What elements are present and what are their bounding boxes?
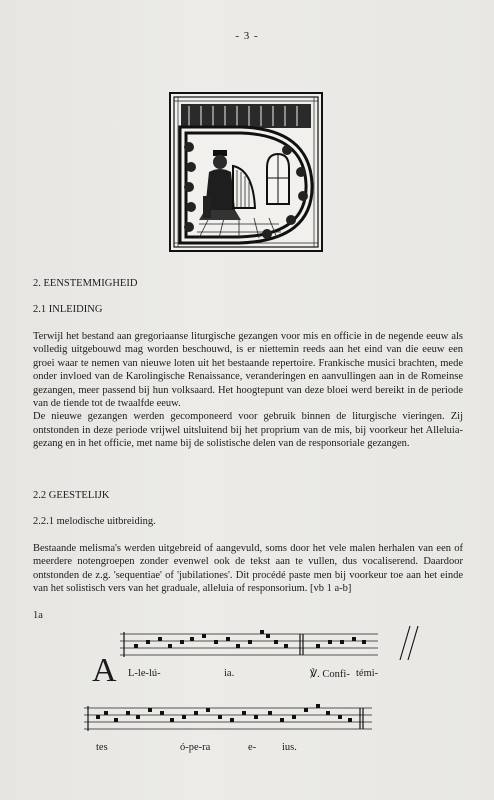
page-number: - 3 - bbox=[235, 30, 259, 42]
subsection-heading: 2.1 INLEIDING bbox=[33, 304, 103, 315]
chant-initial-letter: A bbox=[92, 652, 117, 689]
neumes-line-2 bbox=[96, 704, 352, 722]
lyric-syllable: e- bbox=[248, 742, 257, 753]
lyric-syllable: ó-pe-ra bbox=[180, 742, 211, 753]
illuminated-initial-woodcut bbox=[169, 92, 323, 252]
melisma-paragraph-text: Bestaande melisma's werden uitgebreid of aangevuld, soms door het vele malen herhalen van een of meerdere notengroepen zonder evenwel ook de tekst aan te vullen, dus vocaliserend. Daardoor ontstonden de z.g. 'sequentiae' of 'jubilationes'. Dit procédé paste men bij voorkeur toe aan het einde van het solistisch vers van het graduale, alleluia of responsorium. [vb 1 a-b] bbox=[33, 543, 463, 595]
lyric-syllable: L-le-lú- bbox=[128, 668, 161, 679]
intro-paragraph-2: De nieuwe gezangen werden gecomponeerd voor gebruik binnen de liturgische vieringen. Zij ontstonden in deze periode vrijwel uitsluitend bij het proprium van de mis, bij voorkeur het Alleluia-gezang en in het officie, met name bij de solistische delen van de responsoriale gezangen. bbox=[33, 411, 463, 450]
lyric-syllable: tes bbox=[96, 742, 108, 753]
subsection2-heading: 2.2 GEESTELIJK bbox=[33, 490, 110, 501]
section-heading: 2. EENSTEMMIGHEID bbox=[33, 278, 138, 289]
intro-paragraphs bbox=[33, 330, 463, 451]
lyric-syllable: ia. bbox=[224, 668, 235, 679]
example-label: 1a bbox=[33, 610, 43, 621]
lyric-syllable: témi- bbox=[356, 668, 379, 679]
subsubsection-heading: 2.2.1 melodische uitbreiding. bbox=[33, 516, 156, 527]
chant-notation bbox=[0, 620, 494, 760]
lyric-syllable: ius. bbox=[282, 742, 297, 753]
neumes-line-1 bbox=[134, 630, 366, 648]
lyric-syllable: ℣. Confi- bbox=[310, 669, 350, 680]
intro-paragraph-1: Terwijl het bestand aan gregoriaanse liturgische gezangen voor mis en officie in de negende eeuw als volledig uitgebouwd mag worden beschouwd, is er niettemin reeds aan het eind van die eeuw een groei waar te nemen van nieuwe loten uit het bestaande repertoire. Frankische musici brachten, mede onder invloed van de Karolingische Renaissance, veranderingen en aanvullingen aan in de Romeinse gezangen, meer passend bij hun volksaard. Het hoogtepunt van deze bloei werd bereikt in de periode van de tiende tot de twaalfde eeuw. bbox=[33, 331, 463, 410]
melisma-paragraph bbox=[33, 542, 463, 596]
